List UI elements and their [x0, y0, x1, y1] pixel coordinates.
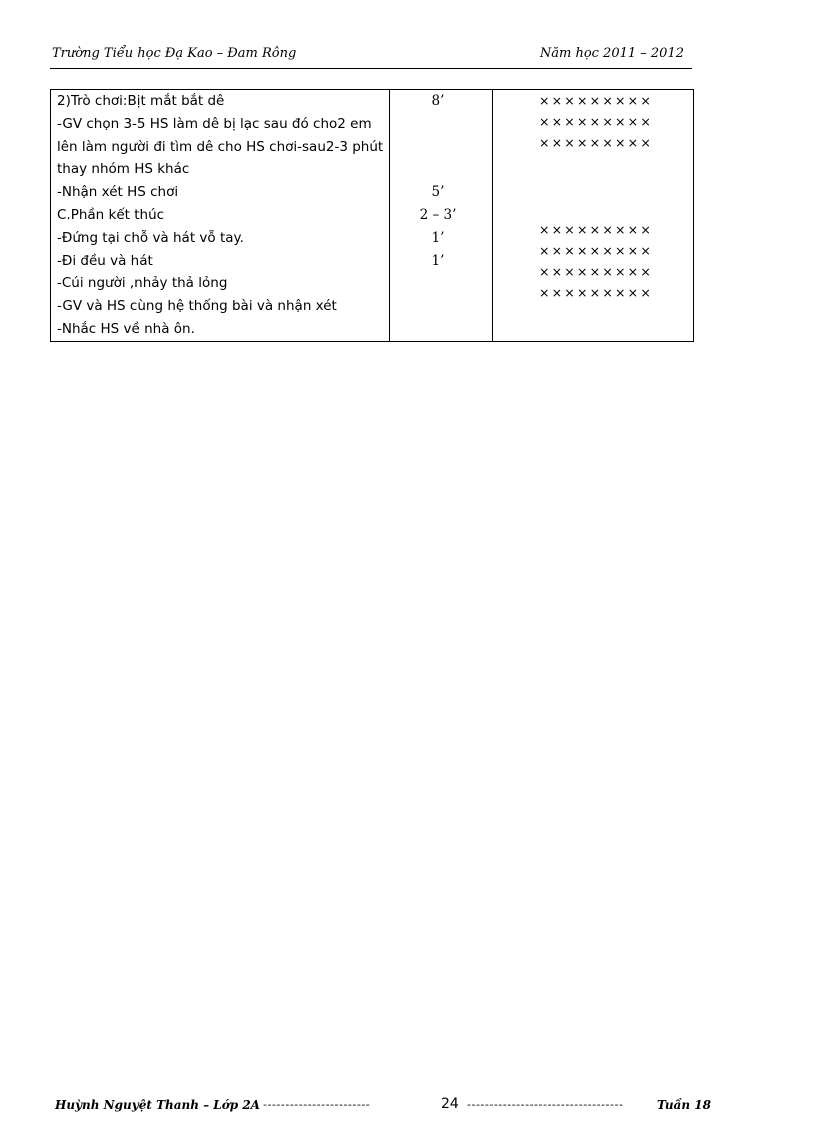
footer-author: Huỳnh Nguyệt Thanh – Lớp 2A: [55, 1098, 260, 1112]
time-line: [390, 318, 492, 341]
time-line: [390, 272, 492, 295]
page-header: [50, 44, 692, 69]
time-line: [390, 295, 492, 318]
formation-gap: [493, 153, 693, 219]
table-row: [51, 90, 694, 342]
time-line: 1’: [431, 229, 445, 246]
content-line: -Nhắc HS về nhà ôn.: [57, 320, 195, 337]
page-footer: [55, 1096, 711, 1116]
formation-row: ×××××××××: [538, 135, 654, 150]
page-number: 24: [441, 1096, 459, 1112]
time-line: 5’: [431, 184, 445, 201]
school-name: Trường Tiểu học Đạ Kao – Đam Rông: [52, 46, 297, 61]
content-cell: [51, 90, 390, 342]
content-line: -Nhận xét HS chơi: [57, 184, 179, 201]
formation-row: ×××××××××: [538, 222, 654, 237]
school-year: Năm học 2011 – 2012: [539, 46, 684, 61]
time-cell: [390, 90, 493, 342]
formation-row: ×××××××××: [538, 93, 654, 108]
formation-row: ×××××××××: [538, 285, 654, 300]
formation-row: ×××××××××: [538, 264, 654, 279]
content-line: -GV và HS cùng hệ thống bài và nhận xét: [57, 298, 337, 315]
time-line: [390, 158, 492, 181]
content-line: -GV chọn 3-5 HS làm dê bị lạc sau đó cho2 em: [57, 115, 372, 132]
formation-row: ×××××××××: [538, 114, 654, 129]
lesson-plan-table: [50, 89, 694, 342]
time-line: 2 – 3’: [419, 206, 457, 223]
content-line: -Đi đều và hát: [57, 252, 153, 269]
footer-dashes-right: -----------------------------------: [467, 1098, 624, 1111]
footer-week: Tuần 18: [657, 1098, 711, 1112]
content-line: lên làm người đi tìm dê cho HS chơi-sau2-3 phút: [57, 138, 384, 155]
content-line: C.Phần kết thúc: [57, 206, 165, 223]
formation-cell: [493, 90, 694, 342]
content-line: -Đứng tại chỗ và hát vỗ tay.: [57, 229, 244, 246]
content-line: 2)Trò chơi:Bịt mắt bắt dê: [57, 93, 225, 109]
content-line: thay nhóm HS khác: [57, 161, 190, 178]
time-line: 8’: [431, 93, 445, 109]
content-line: -Cúi người ,nhảy thả lỏng: [57, 275, 228, 292]
time-line: [390, 113, 492, 136]
time-line: [390, 136, 492, 159]
footer-dashes-left: ------------------------: [263, 1098, 371, 1111]
formation-row: ×××××××××: [538, 243, 654, 258]
time-line: 1’: [431, 252, 445, 269]
